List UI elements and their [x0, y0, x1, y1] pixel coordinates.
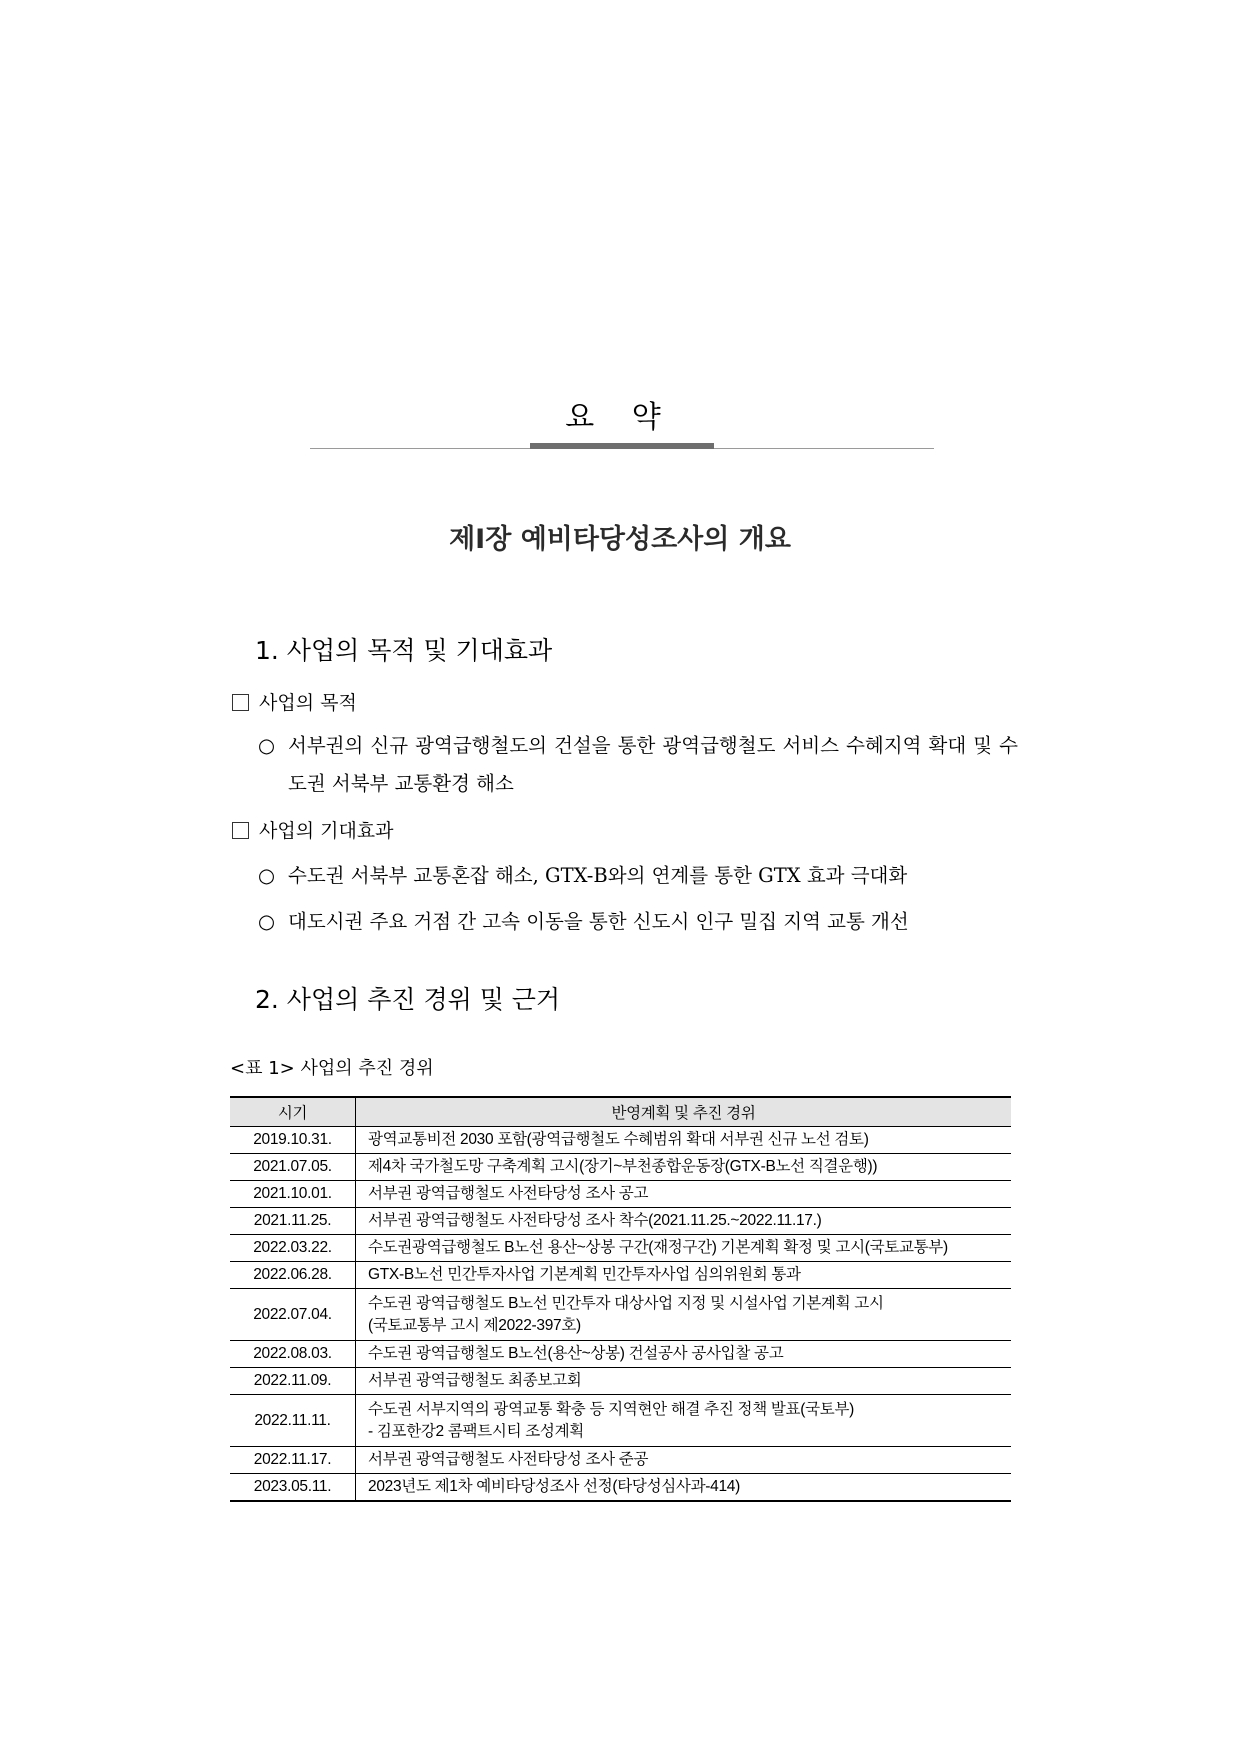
row-description: [356, 1289, 1012, 1341]
chapter-title: 제Ⅰ장 예비타당성조사의 개요: [449, 524, 791, 555]
effect-label: 사업의 기대효과: [232, 817, 394, 845]
effect-bullet-1: ○ 수도권 서북부 교통혼잡 해소, GTX-B와의 연계를 통한 GTX 효과 극대화: [258, 857, 1018, 895]
row-description-line1: 서부권 광역급행철도 최종보고회: [368, 1372, 582, 1389]
row-description-line1: 수도권광역급행철도 B노선 용산~상봉 구간(재정구간) 기본계획 확정 및 고시(국토교통부): [368, 1239, 948, 1256]
effect-bullet-2: ○ 대도시권 주요 거점 간 고속 이동을 통한 신도시 인구 밀집 지역 교통 개선: [258, 903, 1018, 941]
row-description-line1: 제4차 국가철도망 구축계획 고시(장기~부천종합운동장(GTX-B노선 직결운행)): [368, 1158, 878, 1175]
table-row: [230, 1395, 1011, 1447]
row-description-line1: 수도권 광역급행철도 B노선(용산~상봉) 건설공사 공사입찰 공고: [368, 1345, 784, 1362]
table-caption: <표 1> 사업의 추진 경위: [230, 1058, 434, 1079]
title-underline-accent: [530, 443, 714, 449]
row-date: 2022.06.28.: [230, 1262, 356, 1289]
bullet-circle-icon: ○: [258, 734, 276, 757]
table-row: [230, 1447, 1011, 1474]
summary-title: 요 약: [565, 400, 675, 435]
checkbox-square-icon: [232, 822, 249, 839]
table-row: [230, 1208, 1011, 1235]
row-description-line1: 수도권 광역급행철도 B노선 민간투자 대상사업 지정 및 시설사업 기본계획 고시: [368, 1294, 884, 1312]
table-row: [230, 1289, 1011, 1341]
row-date: 2022.11.17.: [230, 1447, 356, 1474]
row-description: [356, 1368, 1012, 1395]
row-description: [356, 1474, 1012, 1502]
table-row: [230, 1127, 1011, 1154]
table-header-row: [230, 1097, 1011, 1127]
row-date: 2022.03.22.: [230, 1235, 356, 1262]
row-date: 2022.11.11.: [230, 1395, 356, 1447]
row-date: 2022.07.04.: [230, 1289, 356, 1341]
purpose-bullet: ○ 서부권의 신규 광역급행철도의 건설을 통한 광역급행철도 서비스 수혜지역 확대 및 수도권 서북부 교통환경 해소: [258, 727, 1018, 803]
row-description: [356, 1127, 1012, 1154]
row-description: [356, 1235, 1012, 1262]
row-date: 2022.11.09.: [230, 1368, 356, 1395]
row-date: 2023.05.11.: [230, 1474, 356, 1502]
row-date: 2021.11.25.: [230, 1208, 356, 1235]
row-description-line2: - 김포한강2 콤팩트시티 조성계획: [368, 1422, 584, 1440]
row-description: [356, 1447, 1012, 1474]
table-row: [230, 1235, 1011, 1262]
row-description: [356, 1208, 1012, 1235]
section-1-heading: 1. 사업의 목적 및 기대효과: [255, 636, 553, 665]
table-row: [230, 1341, 1011, 1368]
row-date: 2021.07.05.: [230, 1154, 356, 1181]
row-description: [356, 1395, 1012, 1447]
bullet-circle-icon: ○: [258, 864, 276, 887]
history-table: [230, 1096, 1011, 1502]
header-description: 반영계획 및 추진 경위: [356, 1097, 1012, 1127]
table-row: [230, 1368, 1011, 1395]
purpose-label: 사업의 목적: [232, 689, 357, 717]
row-description-line1: GTX-B노선 민간투자사업 기본계획 민간투자사업 심의위원회 통과: [368, 1266, 801, 1283]
row-description-line1: 서부권 광역급행철도 사전타당성 조사 착수(2021.11.25.~2022.11.17.): [368, 1212, 822, 1229]
row-date: 2022.08.03.: [230, 1341, 356, 1368]
table-row: [230, 1181, 1011, 1208]
row-description-line1: 광역교통비전 2030 포함(광역급행철도 수혜범위 확대 서부권 신규 노선 검토): [368, 1131, 869, 1148]
table-row: [230, 1262, 1011, 1289]
table-row: [230, 1154, 1011, 1181]
table-row: [230, 1474, 1011, 1502]
row-description: [356, 1262, 1012, 1289]
row-description: [356, 1154, 1012, 1181]
row-description: [356, 1181, 1012, 1208]
row-description-line1: 서부권 광역급행철도 사전타당성 조사 준공: [368, 1451, 649, 1468]
row-description-line1: 수도권 서부지역의 광역교통 확충 등 지역현안 해결 추진 정책 발표(국토부): [368, 1400, 854, 1418]
table-body: [230, 1127, 1011, 1502]
row-date: 2019.10.31.: [230, 1127, 356, 1154]
row-date: 2021.10.01.: [230, 1181, 356, 1208]
header-date: 시기: [230, 1097, 356, 1127]
row-description: [356, 1341, 1012, 1368]
checkbox-square-icon: [232, 694, 249, 711]
bullet-circle-icon: ○: [258, 910, 276, 933]
row-description-line2: (국토교통부 고시 제2022-397호): [368, 1316, 581, 1334]
section-2-heading: 2. 사업의 추진 경위 및 근거: [255, 985, 561, 1014]
row-description-line1: 2023년도 제1차 예비타당성조사 선정(타당성심사과-414): [368, 1478, 740, 1495]
row-description-line1: 서부권 광역급행철도 사전타당성 조사 공고: [368, 1185, 649, 1202]
